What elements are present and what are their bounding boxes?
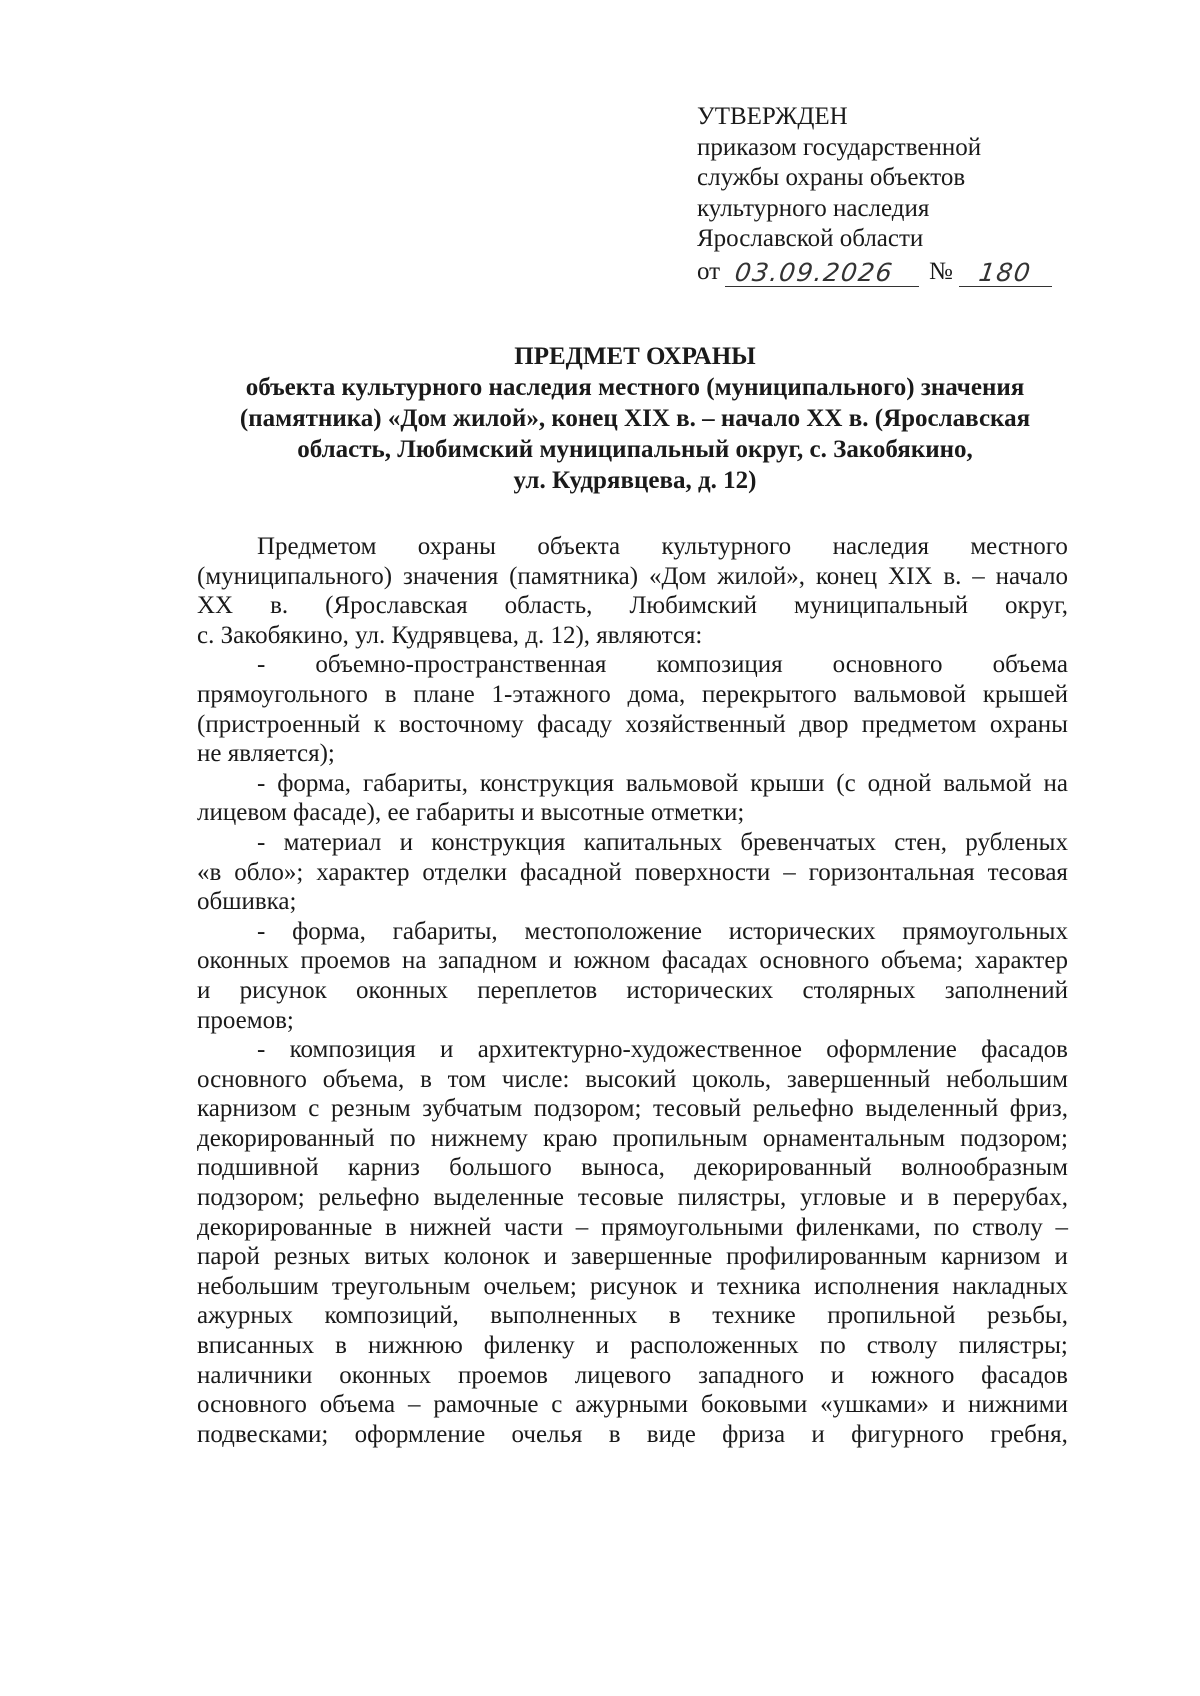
- body-line: ажурных композиций, выполненных в технике пропильной резьбы,: [197, 1302, 1068, 1330]
- body-line: не является);: [197, 740, 335, 768]
- title-line: ул. Кудрявцева, д. 12): [513, 467, 757, 494]
- date-prefix: от: [697, 257, 721, 285]
- approval-line: приказом государственной: [697, 133, 982, 161]
- document-title: [195, 341, 1075, 496]
- body-line: наличники оконных проемов лицевого западного и южного фасадов: [197, 1361, 1068, 1389]
- body-line: (пристроенный к восточному фасаду хозяйственный двор предметом охраны: [197, 710, 1068, 738]
- handwritten-date: 03.09.2026: [733, 258, 896, 287]
- body-line: XX в. (Ярославская область, Любимский муниципальный округ,: [197, 592, 1068, 620]
- title-line: (памятника) «Дом жилой», конец XIX в. – начало XX в. (Ярославская: [239, 405, 1031, 432]
- body-line: прямоугольного в плане 1-этажного дома, перекрытого вальмовой крышей: [197, 680, 1068, 708]
- body-line: парой резных витых колонок и завершенные профилированным карнизом и: [197, 1243, 1068, 1271]
- body-line: основного объема, в том числе: высокий цоколь, завершенный небольшим: [197, 1065, 1068, 1093]
- body-line: обшивка;: [197, 888, 297, 916]
- body-line: подвесками; оформление очелья в виде фриза и фигурного гребня,: [197, 1420, 1068, 1448]
- body-line: «в обло»; характер отделки фасадной поверхности – горизонтальная тесовая: [197, 858, 1068, 886]
- body-line: - материал и конструкция капитальных бревенчатых стен, рубленых: [257, 828, 1068, 856]
- title-line: ПРЕДМЕТ ОХРАНЫ: [514, 343, 756, 370]
- body-line: подзором; рельефно выделенные тесовые пилястры, угловые и в перерубах,: [197, 1184, 1068, 1212]
- approval-line: службы охраны объектов: [697, 164, 966, 191]
- document-body: [197, 532, 1068, 1449]
- body-line: декорированные в нижней части – прямоугольными филенками, по стволу –: [197, 1213, 1068, 1241]
- body-line: лицевом фасаде), ее габариты и высотные отметки;: [197, 799, 745, 827]
- body-line: небольшим треугольным очельем; рисунок и техника исполнения накладных: [197, 1272, 1068, 1300]
- body-line: оконных проемов на западном и южном фасадах основного объема; характер: [197, 947, 1068, 975]
- body-line: с. Закобякино, ул. Кудрявцева, д. 12), являются:: [197, 621, 703, 649]
- approval-line: культурного наследия: [697, 194, 930, 222]
- title-line: объекта культурного наследия местного (муниципального) значения: [245, 374, 1025, 401]
- number-prefix: №: [929, 257, 953, 285]
- body-line: - форма, габариты, местоположение исторических прямоугольных: [257, 917, 1068, 945]
- body-line: карнизом с резным зубчатым подзором; тесовый рельефно выделенный фриз,: [197, 1095, 1068, 1123]
- body-line: основного объема – рамочные с ажурными боковыми «ушками» и нижними: [197, 1391, 1068, 1419]
- handwritten-number: 180: [977, 258, 1034, 287]
- approval-heading: УТВЕРЖДЕН: [697, 103, 848, 130]
- body-line: Предметом охраны объекта культурного наследия местного: [257, 533, 1068, 560]
- approval-line: Ярославской области: [697, 225, 924, 252]
- body-line: декорированный по нижнему краю пропильным орнаментальным подзором;: [197, 1124, 1068, 1152]
- body-line: (муниципального) значения (памятника) «Дом жилой», конец XIX в. – начало: [197, 562, 1068, 590]
- body-line: вписанных в нижнюю филенку и расположенных по стволу пилястры;: [197, 1332, 1068, 1360]
- approval-block: [697, 102, 1077, 289]
- body-line: и рисунок оконных переплетов исторических столярных заполнений: [197, 976, 1068, 1004]
- body-line: подшивной карниз большого выноса, декорированный волнообразным: [197, 1154, 1068, 1182]
- body-line: - композиция и архитектурно-художественное оформление фасадов: [257, 1036, 1068, 1064]
- body-line: проемов;: [197, 1006, 294, 1034]
- body-line: - форма, габариты, конструкция вальмовой крыши (с одной вальмой на: [257, 769, 1068, 797]
- body-line: - объемно-пространственная композиция основного объема: [257, 651, 1068, 679]
- order-date-row: [697, 255, 1077, 289]
- title-line: область, Любимский муниципальный округ, с. Закобякино,: [297, 436, 973, 463]
